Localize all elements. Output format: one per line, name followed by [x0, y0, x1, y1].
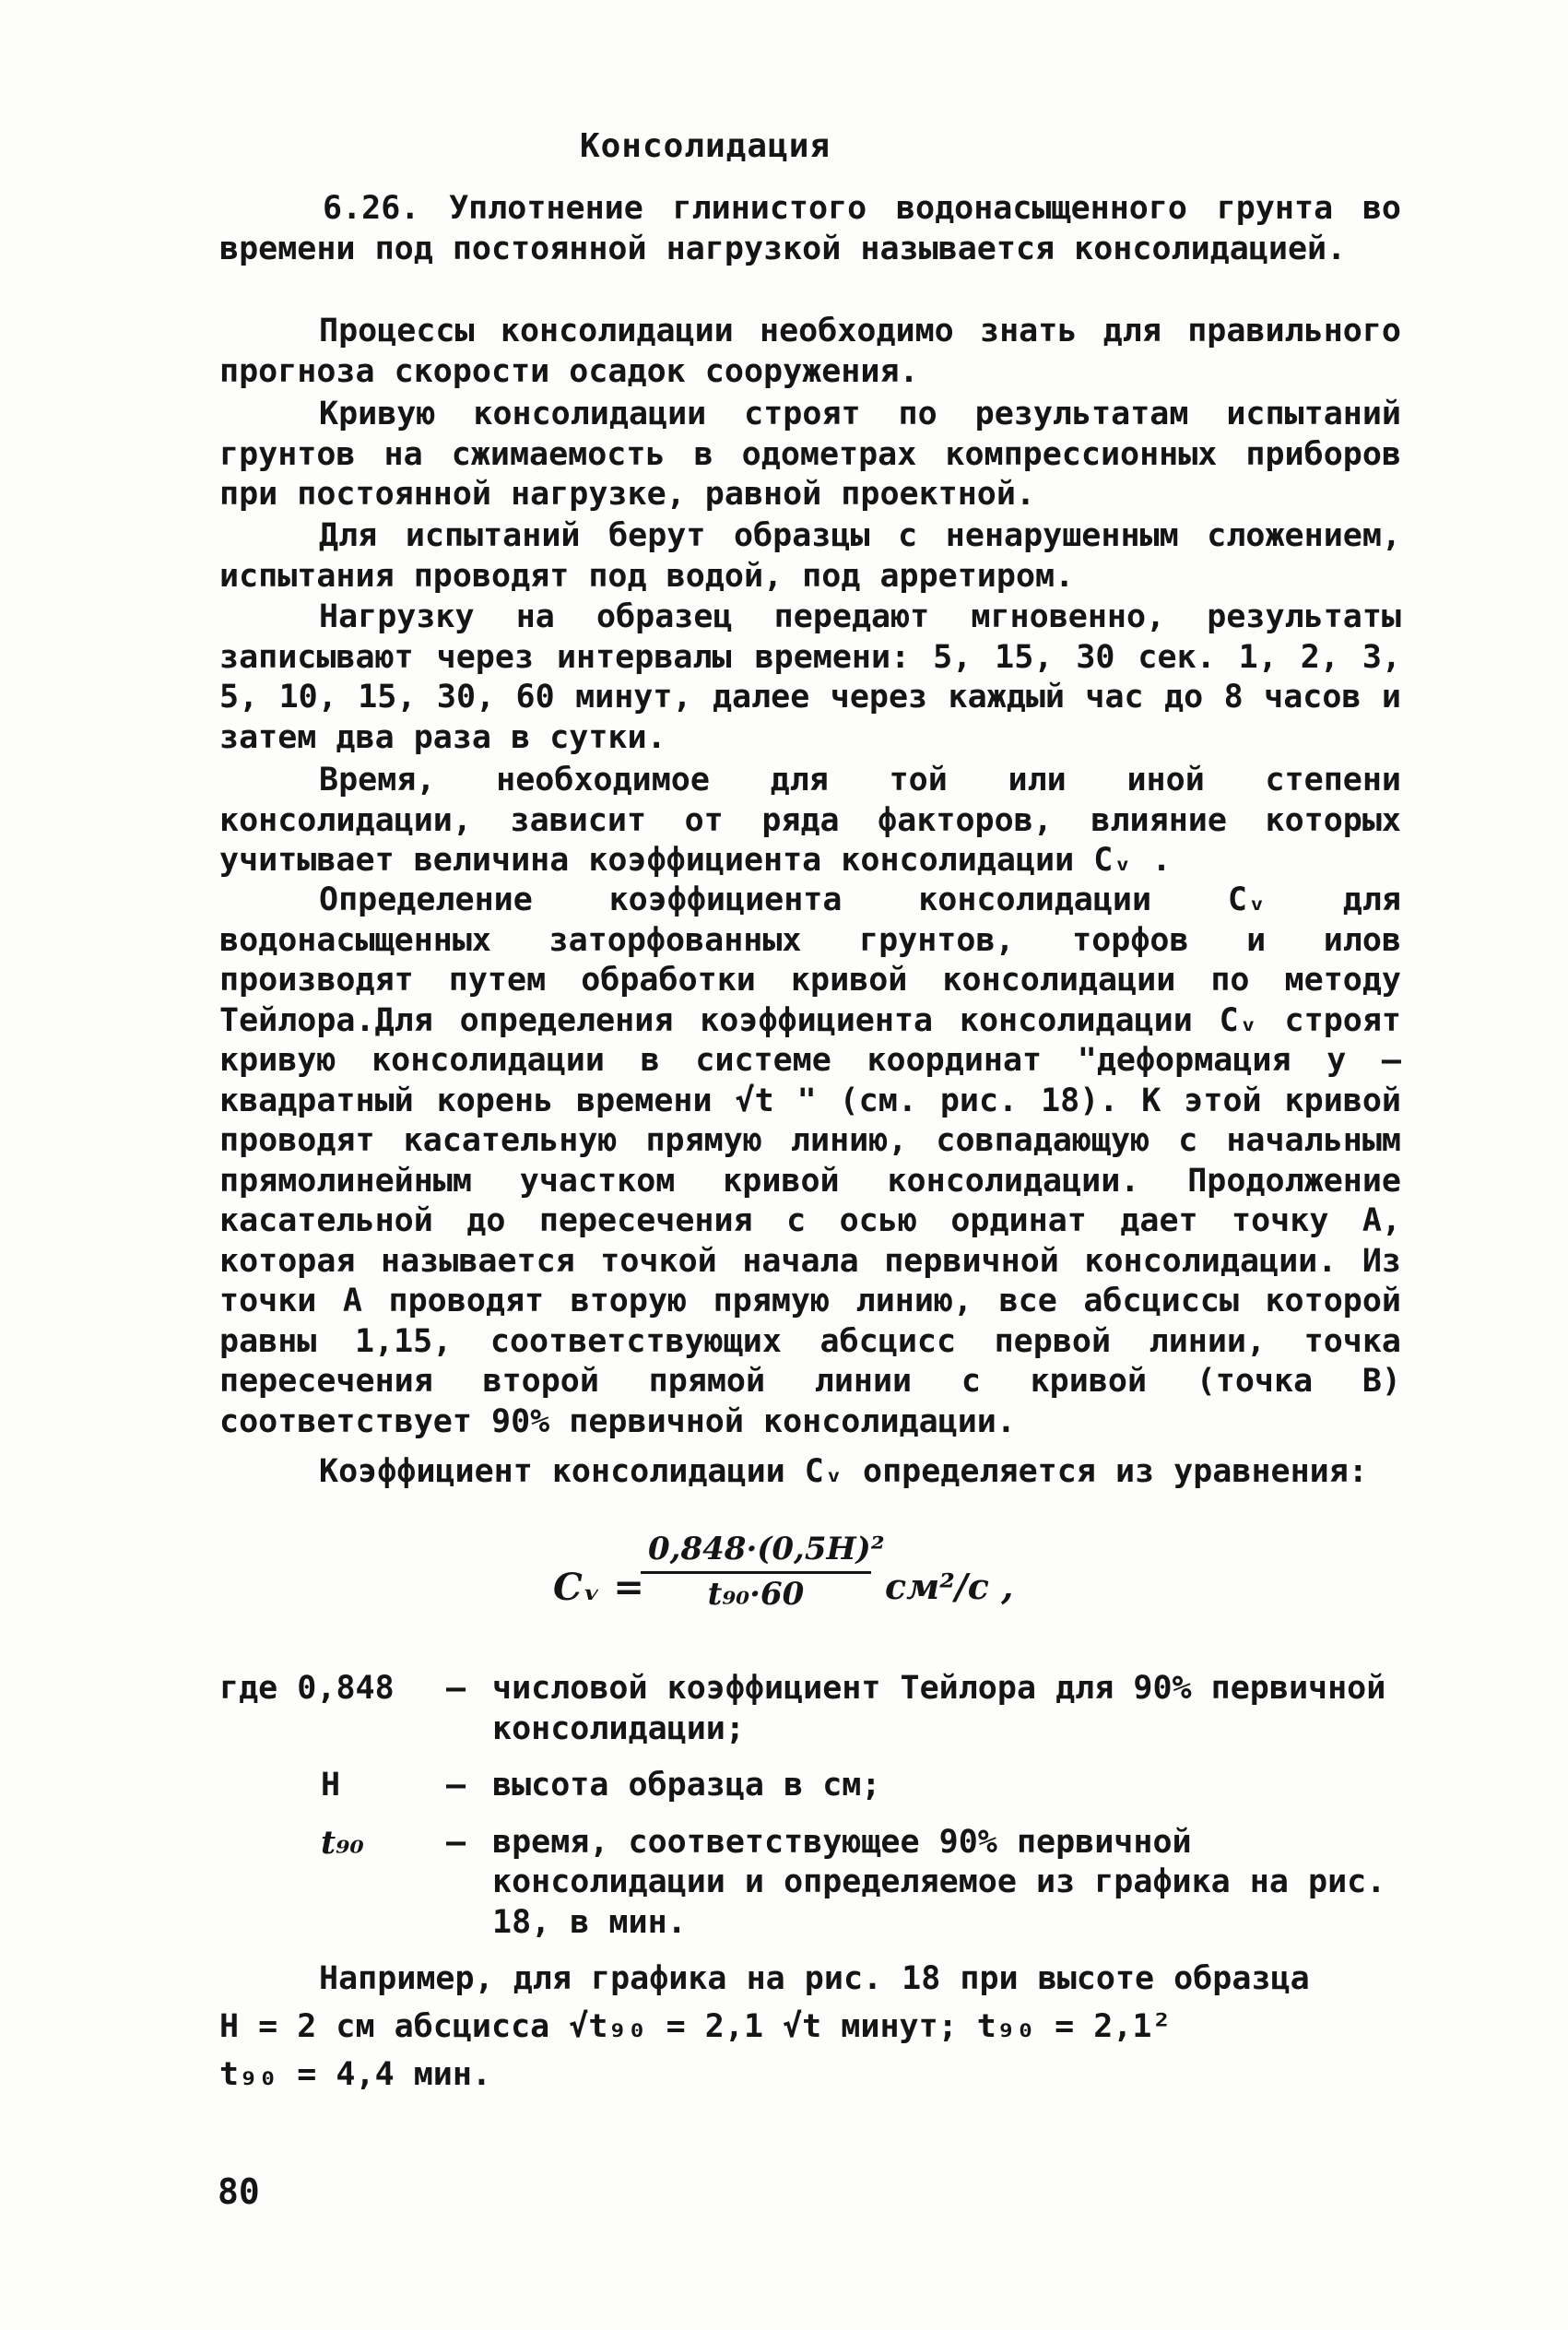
definition-row [219, 1823, 1409, 1944]
example-line-1: Например, для графика на рис. 18 при высоте образца [319, 1960, 1310, 1997]
paragraph-curve: Кривую консолидации строят по результатам испытаний грунтов на сжимаемость в одометрах компрессионных приборов при постоянной нагрузке, равной проектной. [219, 396, 1401, 513]
definition-term: H [321, 1767, 341, 1804]
paragraph-loading: Нагрузку на образец передают мгновенно, результаты записывают через интервалы времени: 5, 15, 30 сек. 1, 2, 3, 5, 10, 15, 30, 60 минут, далее через каждый час до 8 часов и затем два раза в сутки. [219, 598, 1401, 756]
definitions-list [219, 1669, 1409, 1959]
paragraph-time: Время, необходимое для той или иной степени консолидации, зависит от ряда факторов, влияние которых учитывает величина коэффициента консолидации Cᵥ . [219, 762, 1401, 879]
definition-text: высота образца в см; [492, 1767, 881, 1804]
formula-denominator: t₉₀·60 [707, 1576, 805, 1613]
formula-numerator: 0,848·(0,5H)² [641, 1531, 871, 1574]
paragraph-taylor-method: Определение коэффициента консолидации Cᵥ для водонасыщенных заторфованных грунтов, торфов и илов производят путем обработки кривой консолидации по методу Тейлора.Для определения коэффициента консолидации Cᵥ строят кривую консолидации в системе координат "деформация y – квадратный корень времени √t " (см. рис. 18). К этой кривой проводят касательную прямую линию, совпадающую с начальным прямолинейным участком кривой консолидации. Продолжение касательной до пересечения с осью ординат дает точку А, которая называется точкой начала первичной консолидации. Из точки А проводят вторую прямую линию, все абсциссы которой равны 1,15, соответствующих абсцисс первой линии, точка пересечения второй прямой линии с кривой (точка В) соответствует 90% первичной консолидации. [219, 881, 1401, 1440]
consolidation-formula [553, 1531, 1069, 1641]
example-line-3: t₉₀ = 4,4 мин. [219, 2056, 492, 2093]
formula-lhs: Cᵥ = [553, 1566, 644, 1609]
definition-term: где 0,848 [219, 1670, 395, 1707]
formula-units: см²/с , [885, 1566, 1014, 1607]
definition-text: время, соответствующее 90% первичной консолидации и определяемое из графика на рис. 18, в мин. [492, 1823, 1386, 1941]
section-title: Консолидация [579, 127, 831, 165]
definition-dash: – [446, 1670, 466, 1707]
formula-fraction [641, 1531, 885, 1613]
paragraph-6-26: 6.26. Уплотнение глинистого водонасыщенного грунта во времени под постоянной нагрузкой называется консолидацией. [219, 190, 1401, 267]
definition-dash: – [446, 1767, 466, 1804]
example-line-2: H = 2 см абсцисса √t₉₀ = 2,1 √t минут; t₉₀ = 2,1² [219, 2008, 1172, 2045]
page-number: 80 [218, 2171, 260, 2212]
definition-term: t₉₀ [321, 1823, 364, 1862]
example-block [219, 1955, 1409, 2099]
definition-row [219, 1766, 1409, 1806]
paragraph-equation-intro: Коэффициент консолидации Cᵥ определяется из уравнения: [319, 1453, 1368, 1490]
definition-dash: – [446, 1823, 466, 1861]
paragraph-samples: Для испытаний берут образцы с ненарушенным сложением, испытания проводят под водой, под арретиром. [219, 517, 1401, 595]
definition-row [219, 1669, 1409, 1749]
definition-text: числовой коэффициент Тейлора для 90% первичной консолидации; [492, 1670, 1386, 1747]
paragraph-processes: Процессы консолидации необходимо знать для правильного прогноза скорости осадок сооружения. [219, 313, 1401, 390]
